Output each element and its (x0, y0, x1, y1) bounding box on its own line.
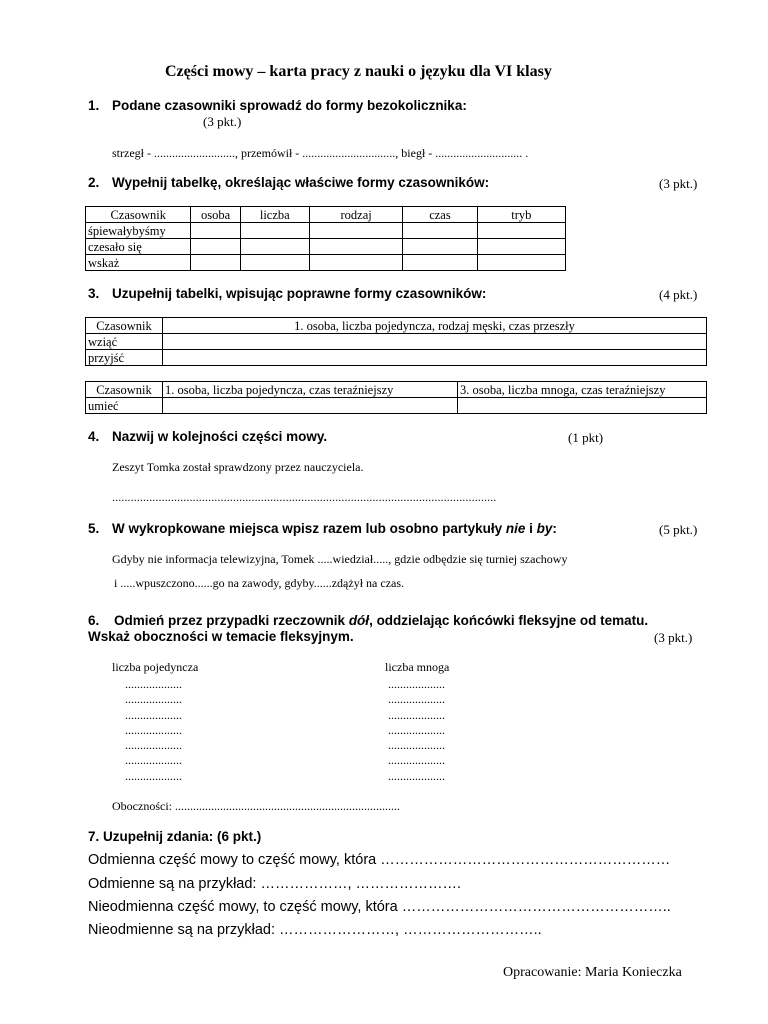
blank-line[interactable]: ................... (388, 738, 445, 753)
q4-number: 4. (88, 429, 100, 444)
q6-plural-list[interactable] (388, 677, 445, 784)
q4-sentence: Zeszyt Tomka został sprawdzony przez nauczyciela. (112, 460, 364, 474)
q6-points: (3 pkt.) (654, 630, 693, 645)
q6-col-singular: liczba pojedyncza (112, 660, 199, 674)
table-row (86, 334, 707, 350)
table-header: czas (403, 207, 477, 223)
blank-line[interactable]: ................... (388, 768, 445, 783)
q6-text-b: , oddzielając końcówki fleksyjne od tematu. (369, 613, 649, 628)
answer-cell[interactable] (458, 398, 707, 414)
answer-cell[interactable] (403, 255, 477, 271)
answer-cell[interactable] (403, 223, 477, 239)
table-header: liczba (240, 207, 309, 223)
q1-points: (3 pkt.) (203, 114, 242, 129)
q4-points: (1 pkt) (568, 430, 604, 445)
q2-instruction: Wypełnij tabelkę, określając właściwe formy czasowników: (112, 175, 490, 190)
table-header-row (86, 318, 707, 334)
answer-cell[interactable] (240, 223, 309, 239)
answer-cell[interactable] (163, 350, 707, 366)
blank-line[interactable]: ................... (388, 753, 445, 768)
verb-cell: wskaż (86, 255, 191, 271)
q4-answer-line[interactable]: ............................................................................................................................ (112, 490, 497, 504)
q6-number: 6. (88, 613, 100, 628)
table-row (86, 398, 707, 414)
q2-points: (3 pkt.) (659, 176, 698, 191)
q4-instruction: Nazwij w kolejności części mowy. (112, 429, 328, 444)
verb-cell: czesało się (86, 239, 191, 255)
q3-table-1 (85, 317, 707, 366)
table-row (86, 255, 566, 271)
q5-line-1[interactable]: Gdyby nie informacja telewizyjna, Tomek .....wiedział....., gdzie odbędzie się turniej szachowy (112, 552, 568, 566)
answer-cell[interactable] (163, 334, 707, 350)
verb-cell: umieć (86, 398, 163, 414)
author-credit: Opracowanie: Maria Konieczka (503, 965, 682, 980)
q3-points: (4 pkt.) (659, 287, 698, 302)
q6-instruction-2: Wskaż oboczności w temacie fleksyjnym. (88, 629, 354, 644)
q1-instruction: Podane czasowniki sprowadź do formy bezokolicznika: (112, 98, 467, 113)
q7-line-4[interactable]: Nieodmienne są na przykład: ……………………, ……………………….. (88, 922, 542, 938)
blank-line[interactable]: ................... (125, 707, 182, 722)
q7-line-3[interactable]: Nieodmienna część mowy, to część mowy, która ……………………………………………….. (88, 899, 671, 915)
blank-line[interactable]: ................... (388, 722, 445, 737)
table-header-row (86, 207, 566, 223)
blank-line[interactable]: ................... (388, 692, 445, 707)
table-header: osoba (191, 207, 240, 223)
answer-cell[interactable] (477, 223, 565, 239)
blank-line[interactable]: ................... (125, 753, 182, 768)
table-header: tryb (477, 207, 565, 223)
blank-line[interactable]: ................... (125, 768, 182, 783)
table-header: 1. osoba, liczba pojedyncza, czas teraźniejszy (163, 382, 458, 398)
verb-cell: śpiewałybyśmy (86, 223, 191, 239)
answer-cell[interactable] (309, 239, 402, 255)
answer-cell[interactable] (163, 398, 458, 414)
verb-cell: wziąć (86, 334, 163, 350)
q6-singular-list[interactable] (125, 677, 182, 784)
answer-cell[interactable] (240, 255, 309, 271)
table-header: Czasownik (86, 382, 163, 398)
q5-instruction (112, 521, 557, 536)
q5-text-b: i (525, 521, 537, 536)
blank-line[interactable]: ................... (125, 677, 182, 691)
q5-line-2[interactable]: i .....wpuszczono......go na zawody, gdyby......zdążył na czas. (114, 576, 405, 590)
answer-cell[interactable] (403, 239, 477, 255)
answer-cell[interactable] (309, 223, 402, 239)
q6-instruction (114, 613, 648, 628)
table-row (86, 223, 566, 239)
page-title: Części mowy – karta pracy z nauki o języku dla VI klasy (165, 63, 552, 80)
answer-cell[interactable] (191, 223, 240, 239)
q6-col-plural: liczba mnoga (385, 660, 450, 674)
q5-word-by: by (536, 521, 553, 536)
answer-cell[interactable] (191, 255, 240, 271)
blank-line[interactable]: ................... (125, 738, 182, 753)
q3-table-2 (85, 381, 707, 414)
q7-heading: 7. Uzupełnij zdania: (6 pkt.) (88, 829, 262, 844)
table-header: 3. osoba, liczba mnoga, czas teraźniejszy (458, 382, 707, 398)
blank-line[interactable]: ................... (125, 722, 182, 737)
answer-cell[interactable] (477, 255, 565, 271)
q7-line-2[interactable]: Odmienne są na przykład: ………………, …………………. (88, 876, 462, 892)
table-header: rodzaj (309, 207, 402, 223)
blank-line[interactable]: ................... (125, 692, 182, 707)
q6-obocznosci[interactable]: Oboczności: ........................................................................... (112, 799, 400, 813)
table-header: 1. osoba, liczba pojedyncza, rodzaj męski, czas przeszły (163, 318, 707, 334)
blank-line[interactable]: ................... (388, 677, 445, 691)
q7-line-1[interactable]: Odmienna część mowy to część mowy, która …………………………………………………… (88, 852, 671, 868)
q1-number: 1. (88, 98, 100, 113)
q6-word: dół (348, 613, 370, 628)
answer-cell[interactable] (240, 239, 309, 255)
q5-word-nie: nie (505, 521, 526, 536)
q6-text-a: Odmień przez przypadki rzeczownik (114, 613, 349, 628)
blank-line[interactable]: ................... (388, 707, 445, 722)
q2-table (85, 206, 566, 271)
q5-points: (5 pkt.) (659, 522, 698, 537)
table-header: Czasownik (86, 207, 191, 223)
q3-number: 3. (88, 286, 100, 301)
q5-text-a: W wykropkowane miejsca wpisz razem lub osobno partykuły (112, 521, 506, 536)
q5-text-c: : (552, 521, 557, 536)
q3-instruction: Uzupełnij tabelki, wpisując poprawne formy czasowników: (112, 286, 487, 301)
answer-cell[interactable] (191, 239, 240, 255)
table-header-row (86, 382, 707, 398)
q1-answer-line[interactable]: strzegł - ..........................., przemówił - ..............................., biegł - ............................. . (112, 146, 529, 160)
table-row (86, 239, 566, 255)
table-row (86, 350, 707, 366)
q5-number: 5. (88, 521, 100, 536)
verb-cell: przyjść (86, 350, 163, 366)
answer-cell[interactable] (477, 239, 565, 255)
table-header: Czasownik (86, 318, 163, 334)
q2-number: 2. (88, 175, 100, 190)
answer-cell[interactable] (309, 255, 402, 271)
